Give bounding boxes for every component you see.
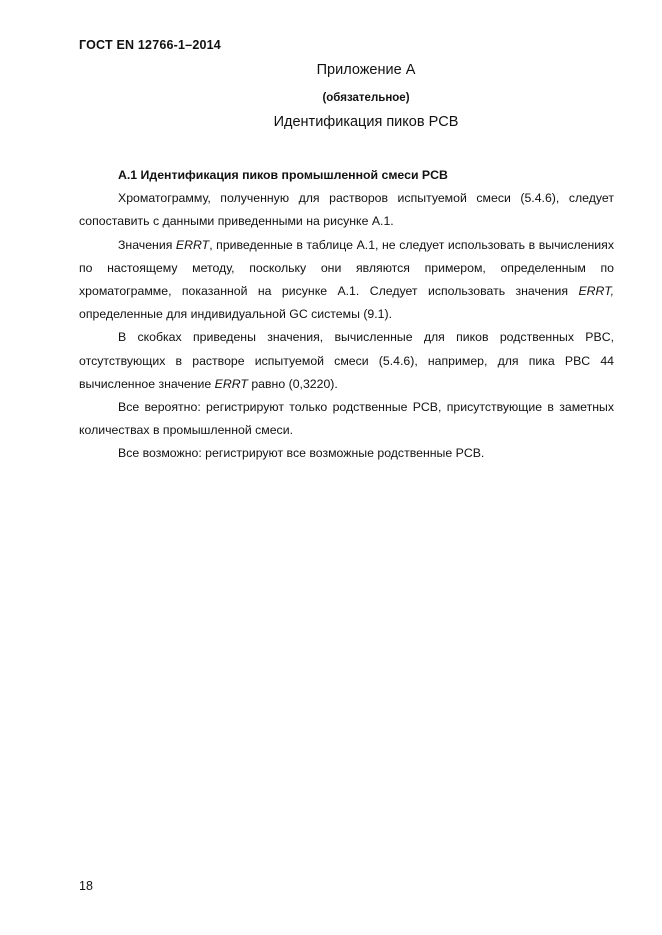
paragraph-3-text-a: В скобках приведены значения, вычисленные для пиков родственных PBC, отсутствующих в растворе испытуемой смеси (5.4.6), например, для пика PBC 44 вычисленное значение [79,330,614,391]
paragraph-2-text-a: Значения [118,237,176,252]
errt-term: ERRT [214,376,248,391]
paragraph-2-text-c: определенные для индивидуальной GC системы (9.1). [79,307,393,322]
appendix-heading: Идентификация пиков PCB [273,114,459,130]
body-text [79,164,614,466]
paragraph-4: Все вероятно: регистрируют только родственные PCB, присутствующие в заметных количествах в промышленной смеси. [79,400,614,438]
section-heading: А.1 Идентификация пиков промышленной смеси PCB [118,168,448,182]
paragraph-1: Хроматограмму, полученную для растворов испытуемой смеси (5.4.6), следует сопоставить с данными приведенными на рисунке А.1. [79,191,614,229]
paragraph-2 [79,234,614,327]
errt-term: ERRT [175,237,210,252]
appendix-title: Приложение А [316,62,416,78]
appendix-status: (обязательное) [322,92,410,104]
page-number: 18 [79,879,93,893]
standard-code: ГОСТ EN 12766-1–2014 [79,38,221,52]
paragraph-3-text-b: равно (0,3220). [247,376,338,391]
errt-term: ERRT, [578,284,614,299]
paragraph-3 [79,326,614,396]
paragraph-5: Все возможно: регистрируют все возможные родственные PCB. [118,446,485,461]
paragraph-2-text-b: , приведенные в таблице А.1, не следует использовать в вычислениях по настоящему методу, поскольку они являются примером, определенным по хроматограмме, показанной на рисунке А.1. Следует использовать значения [79,237,614,299]
